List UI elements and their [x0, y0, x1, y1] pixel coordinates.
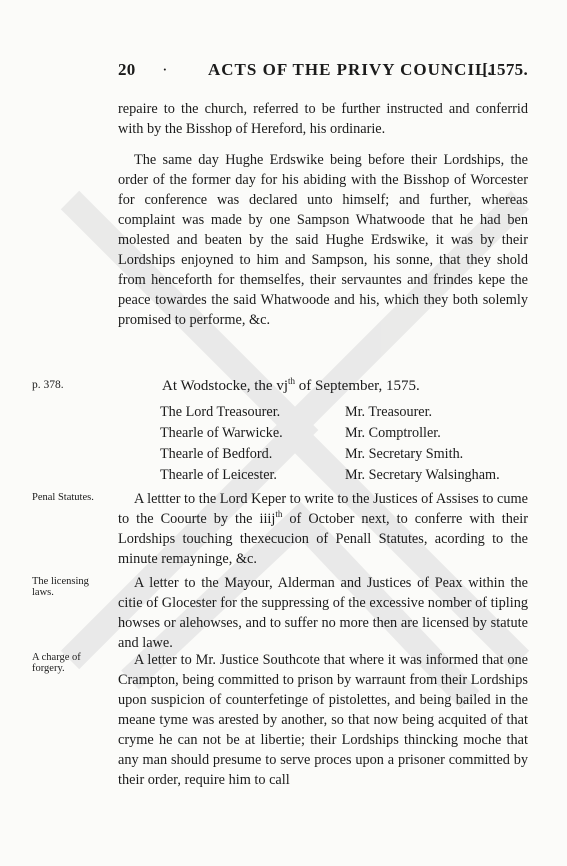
page-number: 20 [118, 60, 136, 79]
attendee-right: Mr. Treasourer. [345, 404, 433, 420]
attendee-right: Mr. Secretary Smith. [345, 446, 464, 462]
paragraph-erdswike: The same day Hughe Erdswike being before their Lordships, the order of the former day for his abiding with the Bisshop of Worcester for conference was declared unto himself; and further, whereas complaint was made by one Sampson Whatwoode that he had ben molested and beaten by the said Hughe Erdswike, it was by their Lordships enjoyned to him and Sampson, his sonne, that they shold from henceforth for themselfes, their servauntes and frindes kepe the peace towardes the said Whatwoode and his, which they both solemly promised to performe, &c. [118, 152, 528, 328]
attendee-left: Thearle of Warwicke. [160, 425, 283, 441]
attendance-row [160, 402, 530, 423]
running-title: ACTS OF THE PRIVY COUNCIL. [208, 60, 493, 79]
margin-page-reference: p. 378. [32, 379, 64, 391]
attendance-row [160, 444, 530, 465]
margin-note-penal-statutes: Penal Statutes. [32, 492, 94, 503]
attendee-right: Mr. Secretary Walsingham. [345, 467, 500, 483]
entry-superscript: th [275, 509, 283, 520]
header-separator: · [162, 60, 168, 79]
attendance-row [160, 465, 530, 486]
entry-licensing-laws: A letter to the Mayour, Alderman and Justices of Peax within the citie of Glocester for the suppressing of the excessive nomber of tipling howses or alehowses, and to suffer no more then are licensed by statute and lawe. [118, 575, 528, 651]
running-header [118, 60, 528, 82]
entry-forgery: A letter to Mr. Justice Southcote that where it was informed that one Crampton, being committed to prison by warraunt from their Lordships upon suspicion of counterfetinge of pistolettes, and being bailed in the meane tyme was arested by another, so that now being acquited of that cryme he can not be at libertie; their Lordships thincking moche that any man should presume to serve proces upon a prisoner committed by their order, require him to call [118, 652, 528, 788]
attendee-left: Thearle of Leicester. [160, 467, 277, 483]
paragraph-continuation: repaire to the church, referred to be further instructed and conferrid with by the Bisshop of Hereford, his ordinarie. [118, 101, 528, 137]
entry-text-end: of October next, to conferre with their Lordships touching thexecucion of Penall Statutes, acording to the minute remayninge, &c. [118, 511, 528, 567]
attendance-row [160, 423, 530, 444]
attendee-right: Mr. Comptroller. [345, 425, 441, 441]
heading-text-end: of September, 1575. [295, 378, 420, 394]
session-heading [118, 378, 528, 395]
heading-text: At Wodstocke, the vj [162, 378, 288, 394]
entry-penal-statutes [118, 489, 528, 569]
attendance-list [160, 402, 530, 486]
margin-note-forgery: A charge of forgery. [32, 652, 81, 674]
heading-superscript: th [288, 376, 296, 386]
attendee-left: Thearle of Bedford. [160, 446, 273, 462]
margin-note-licensing-laws: The licensing laws. [32, 576, 89, 598]
entry-text: A lettter to the Lord Keper to write to the Justices of Assises to cume to the Coourte by the iiij [118, 491, 528, 527]
header-year: [1575. [482, 60, 528, 79]
attendee-left: The Lord Treasourer. [160, 404, 281, 420]
